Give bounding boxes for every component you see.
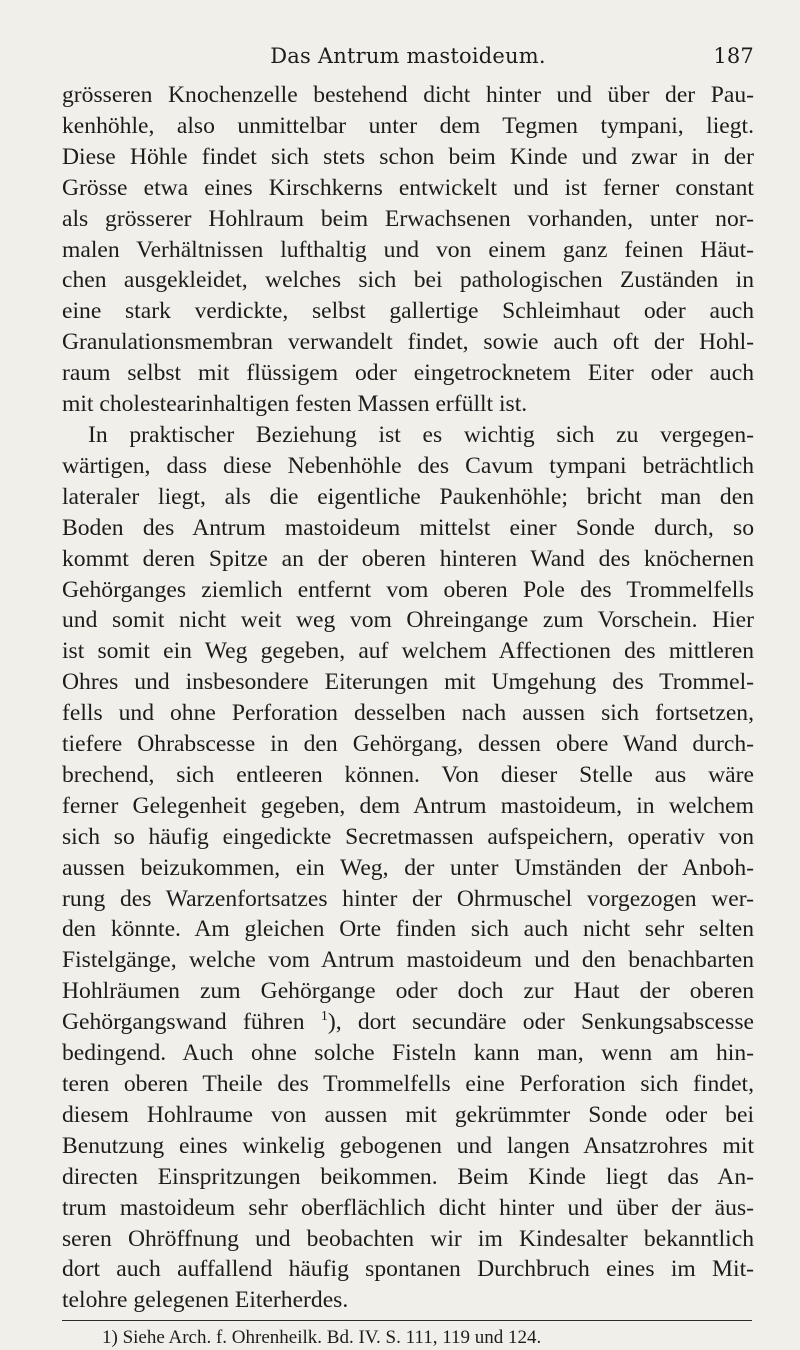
footnote-text: Siehe Arch. f. Ohrenheilk. Bd. IV. S. 111, 119 und 124. <box>122 1327 542 1349</box>
text-line: teren oberen Theile des Trommelfells eine Perforation sich findet, <box>62 1071 754 1097</box>
paragraph-1 <box>62 80 754 420</box>
text-line: fells und ohne Perforation desselben nach aussen sich fortsetzen, <box>62 700 754 727</box>
text-line: Granulationsmembran verwandelt findet, sowie auch oft der Hohl- <box>62 329 754 356</box>
text-line: ist somit ein Weg gegeben, auf welchem Affectionen des mittleren <box>62 638 754 665</box>
text-line-with-footnote <box>62 1007 754 1038</box>
text-line: kommt deren Spitze an der oberen hinteren Wand des knöchernen <box>62 545 754 572</box>
text-line: In praktischer Beziehung ist es wichtig sich zu vergegen- <box>88 421 754 448</box>
text-line: brechend, sich entleeren können. Von dieser Stelle aus wäre <box>62 761 754 788</box>
text-line: aussen beizukommen, ein Weg, der unter Umständen der Anboh- <box>62 854 754 881</box>
text-line: raum selbst mit flüssigem oder eingetrocknetem Eiter oder auch <box>62 360 754 387</box>
text-fragment: ), dort secundäre oder Senkungsabscesse <box>327 1009 754 1036</box>
text-line: den könnte. Am gleichen Orte finden sich auch nicht sehr selten <box>62 916 754 943</box>
text-line: bedingend. Auch ohne solche Fisteln kann man, wenn am hin- <box>62 1040 754 1067</box>
text-fragment: Gehörgangswand führen <box>62 1009 305 1036</box>
body-text <box>62 80 754 1316</box>
text-line: als grösserer Hohlraum beim Erwachsenen vorhanden, unter nor- <box>62 205 754 232</box>
text-line: Ohres und insbesondere Eiterungen mit Umgehung des Trommel- <box>62 669 754 696</box>
text-line: Fistelgänge, welche vom Antrum mastoideum und den benachbarten <box>62 947 754 974</box>
text-line: rung des Warzenfortsatzes hinter der Ohrmuschel vorgezogen wer- <box>62 885 754 912</box>
text-line: ferner Gelegenheit gegeben, dem Antrum mastoideum, in welchem <box>62 792 754 819</box>
footnote-number: 1) <box>102 1327 118 1349</box>
text-line: telohre gelegenen Eiterherdes. <box>62 1287 349 1314</box>
running-header <box>62 38 754 78</box>
text-line: seren Ohröffnung und beobachten wir im Kindesalter bekanntlich <box>62 1225 754 1252</box>
footnote <box>62 1326 754 1350</box>
text-line: wärtigen, dass diese Nebenhöhle des Cavum tympani beträchtlich <box>62 452 754 479</box>
text-line: Grösse etwa eines Kirschkerns entwickelt und ist ferner constant <box>62 174 754 201</box>
footnote-divider <box>62 1320 752 1321</box>
text-line: tiefere Ohrabscesse in den Gehörgang, dessen obere Wand durch- <box>62 731 754 758</box>
text-line: directen Einspritzungen beikommen. Beim Kinde liegt das An- <box>62 1163 754 1190</box>
text-line: Diese Höhle findet sich stets schon beim Kinde und zwar in der <box>62 143 754 170</box>
paragraph-2 <box>62 420 754 1316</box>
text-line: und somit nicht weit weg vom Ohreingange zum Vorschein. Hier <box>62 607 754 634</box>
text-line: grösseren Knochenzelle bestehend dicht hinter und über der Pau- <box>62 82 754 108</box>
text-line: diesem Hohlraume von aussen mit gekrümmter Sonde oder bei <box>62 1101 754 1128</box>
text-line: eine stark verdickte, selbst gallertige Schleimhaut oder auch <box>62 298 754 325</box>
text-line: mit cholestearinhaltigen festen Massen erfüllt ist. <box>62 391 528 418</box>
book-page <box>62 38 754 1349</box>
text-line: dort auch auffallend häufig spontanen Durchbruch eines im Mit- <box>62 1256 754 1283</box>
text-line: lateraler liegt, als die eigentliche Paukenhöhle; bricht man den <box>62 483 754 510</box>
text-line: Boden des Antrum mastoideum mittelst einer Sonde durch, so <box>62 514 754 541</box>
text-line: trum mastoideum sehr oberflächlich dicht hinter und über der äus- <box>62 1194 754 1221</box>
footnote-marker: 1 <box>320 1009 328 1025</box>
text-line: Hohlräumen zum Gehörgange oder doch zur Haut der oberen <box>62 978 754 1005</box>
text-line: Benutzung eines winkelig gebogenen und langen Ansatzrohres mit <box>62 1132 754 1159</box>
text-line: Gehörganges ziemlich entfernt vom oberen Pole des Trommelfells <box>62 576 754 603</box>
text-line: kenhöhle, also unmittelbar unter dem Tegmen tympani, liegt. <box>62 112 754 139</box>
text-line: malen Verhältnissen lufthaltig und von einem ganz feinen Häut- <box>62 236 754 263</box>
page-number: 187 <box>713 44 754 68</box>
text-line: sich so häufig eingedickte Secretmassen aufspeichern, operativ von <box>62 823 754 850</box>
running-title: Das Antrum mastoideum. <box>270 44 546 68</box>
text-line: chen ausgekleidet, welches sich bei pathologischen Zuständen in <box>62 267 754 294</box>
